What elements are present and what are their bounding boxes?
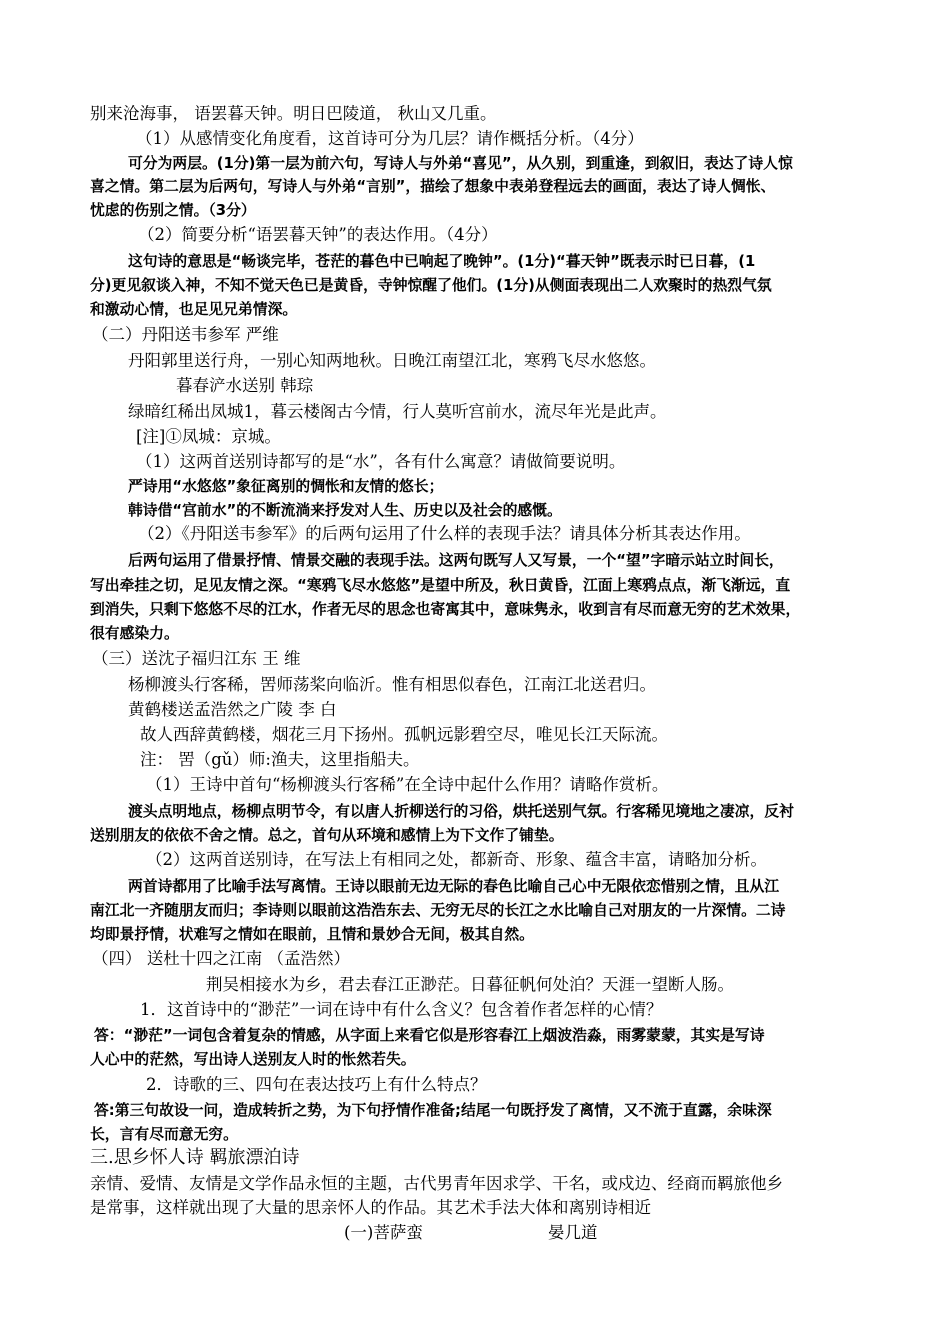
- answer: 送别朋友的依依不舍之情。总之，首句从环境和感情上为下文作了铺垫。: [90, 827, 564, 844]
- poem-line: 绿暗红稀出凤城1，暮云楼阁古今情，行人莫听宫前水，流尽年光是此声。: [128, 402, 667, 421]
- answer: 答:第三句故设一问，造成转折之势，为下句抒情作准备;结尾一句既抒发了离情，又不流于直露，余味深: [94, 1102, 772, 1119]
- answer: 南江北一齐随朋友而归；李诗则以眼前这浩浩东去、无穷无尽的长江之水比喻自己对朋友的一片深情。二诗: [90, 902, 786, 919]
- answer: 长，言有尽而意无穷。: [90, 1126, 238, 1143]
- question: 2．诗歌的三、四句在表达技巧上有什么特点？: [146, 1075, 487, 1094]
- answer: 人心中的茫然，写出诗人送别友人时的怅然若失。: [90, 1051, 416, 1068]
- poem-line: 荆吴相接水为乡，君去春江正渺茫。日暮征帆何处泊？天涯一望断人肠。: [206, 975, 734, 994]
- answer: 均即景抒情，状难写之情如在眼前，且情和景妙合无间，极其自然。: [90, 926, 534, 943]
- poem-heading: 暮春浐水送别 韩琮: [176, 376, 314, 395]
- note: [注]①凤城：京城。: [136, 427, 281, 446]
- question: （2）简要分析“语罢暮天钟”的表达作用。（4分）: [138, 225, 498, 244]
- answer: 到消失，只剩下悠悠不尽的江水，作者无尽的思念也寄寓其中，意味隽永，收到言有尽而意无穷的艺术效果，: [90, 601, 801, 618]
- poem-line: 故人西辞黄鹤楼，烟花三月下扬州。孤帆远影碧空尽，唯见长江天际流。: [140, 725, 668, 744]
- question: （1）王诗中首句“杨柳渡头行客稀”在全诗中起什么作用？请略作赏析。: [146, 775, 669, 794]
- answer: 忧虑的伤别之情。（3分）: [90, 202, 256, 219]
- answer: 分)更见叙谈入神，不知不觉天色已是黄昏，寺钟惊醒了他们。(1分)从侧面表现出二人欢聚时的热烈气氛: [90, 277, 772, 294]
- answer: 后两句运用了借景抒情、情景交融的表现手法。这两句既写人又写景，一个“望”字暗示站立时间长，: [128, 552, 784, 569]
- poem-title: (一)菩萨蛮: [344, 1223, 423, 1242]
- poem-line: 别来沧海事， 语罢暮天钟。明日巴陵道， 秋山又几重。: [90, 104, 497, 123]
- body-text: 是常事，这样就出现了大量的思亲怀人的作品。其艺术手法大体和离别诗相近: [90, 1198, 651, 1217]
- note: 注： 罟（gǔ）师:渔夫，这里指船夫。: [140, 750, 420, 769]
- body-text: 亲情、爱情、友情是文学作品永恒的主题，古代男青年因求学、干名，或戍边、经商而羁旅他乡: [90, 1174, 783, 1193]
- answer: 答：“渺茫”一词包含着复杂的情感，从字面上来看它似是形容春江上烟波浩淼，雨雾蒙蒙，其实是写诗: [94, 1027, 765, 1044]
- answer: 写出牵挂之切，足见友情之深。“寒鸦飞尽水悠悠”是望中所及，秋日黄昏，江面上寒鸦点点，渐飞渐远，直: [90, 577, 791, 594]
- answer: 和激动心情，也足见兄弟情深。: [90, 301, 298, 318]
- answer: 渡头点明地点，杨柳点明节令，有以唐人折柳送行的习俗，烘托送别气氛。行客稀见境地之凄凉，反衬: [128, 803, 794, 820]
- question: 1．这首诗中的“渺茫”一词在诗中有什么含义？包含着作者怎样的心情？: [140, 1000, 663, 1019]
- answer: 两首诗都用了比喻手法写离情。王诗以眼前无边无际的春色比喻自己心中无限依恋惜别之情，且从江: [128, 878, 780, 895]
- question: （1）从感情变化角度看，这首诗可分为几层？请作概括分析。（4分）: [136, 129, 644, 148]
- answer: 很有感染力。: [90, 625, 179, 642]
- question: （2）《丹阳送韦参军》的后两句运用了什么样的表现手法？请具体分析其表达作用。: [138, 524, 751, 543]
- poem-heading: （四） 送杜十四之江南 （孟浩然）: [92, 949, 350, 968]
- poem-heading: 黄鹤楼送孟浩然之广陵 李 白: [128, 700, 337, 719]
- poem-heading: （二）丹阳送韦参军 严维: [92, 325, 279, 344]
- poem-line: 丹阳郭里送行舟，一别心知两地秋。日晚江南望江北，寒鸦飞尽水悠悠。: [128, 351, 656, 370]
- section-heading: 三.思乡怀人诗 羁旅漂泊诗: [90, 1147, 300, 1168]
- answer: 严诗用“水悠悠”象征离别的惆怅和友情的悠长；: [128, 478, 444, 495]
- question: （2）这两首送别诗，在写法上有相同之处，都新奇、形象、蕴含丰富，请略加分析。: [146, 850, 767, 869]
- answer: 可分为两层。(1分)第一层为前六句，写诗人与外弟“喜见”，从久别，到重逢，到叙旧，表达了诗人惊: [128, 155, 793, 172]
- poem-author: 晏几道: [548, 1223, 598, 1242]
- poem-line: 杨柳渡头行客稀，罟师荡桨向临沂。惟有相思似春色，江南江北送君归。: [128, 675, 656, 694]
- answer: 喜之情。第二层为后两句，写诗人与外弟“言别”，描绘了想象中表弟登程远去的画面，表达了诗人惆怅、: [90, 178, 776, 195]
- poem-heading: （三）送沈子福归江东 王 维: [92, 649, 301, 668]
- answer: 韩诗借“宫前水”的不断流淌来抒发对人生、历史以及社会的感慨。: [128, 502, 562, 519]
- answer: 这句诗的意思是“畅谈完毕，苍茫的暮色中已响起了晚钟”。(1分)“暮天钟”既表示时已日暮，(1: [128, 253, 756, 270]
- question: （1）这两首送别诗都写的是“水”，各有什么寓意？请做简要说明。: [136, 452, 626, 471]
